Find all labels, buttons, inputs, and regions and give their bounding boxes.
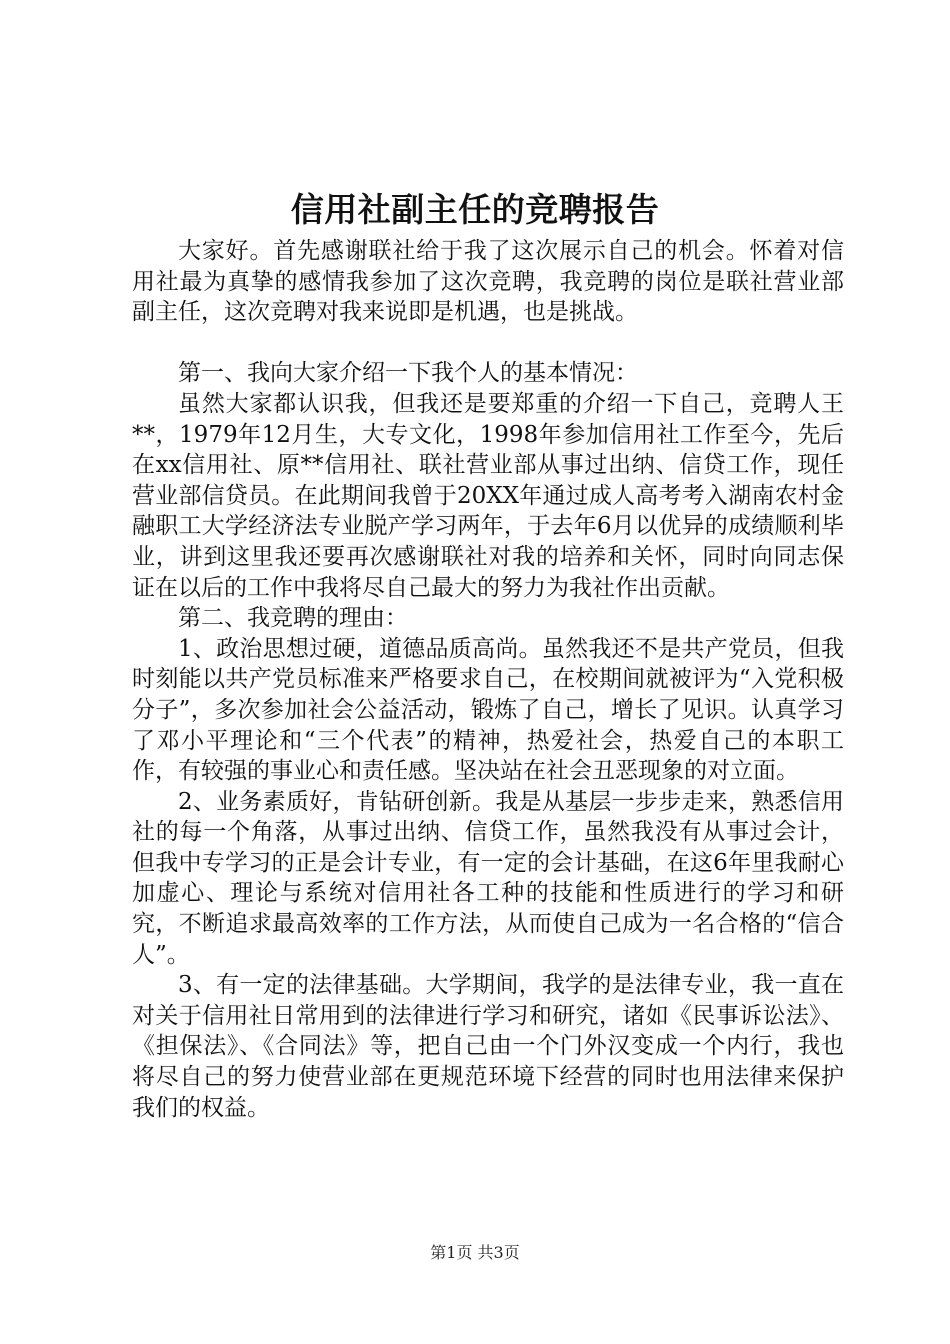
- paragraph-greeting: 大家好。首先感谢联社给于我了这次展示自己的机会。怀着对信用社最为真挚的感情我参加了这次竞聘，我竞聘的岗位是联社营业部副主任，这次竞聘对我来说即是机遇，也是挑战。: [132, 238, 844, 326]
- paragraph-reason-3: 3、有一定的法律基础。大学期间，我学的是法律专业，我一直在对关于信用社日常用到的法律进行学习和研究，诸如《民事诉讼法》、《担保法》、《合同法》等，把自己由一个门外汉变成一个内行，我也将尽自己的努力使营业部在更规范环境下经营的同时也用法律来保护我们的权益。: [132, 972, 844, 1121]
- paragraph-section-1-heading: 第一、我向大家介绍一下我个人的基本情况：: [178, 360, 638, 387]
- paragraph-reason-1: 1、政治思想过硬，道德品质高尚。虽然我还不是共产党员，但我时刻能以共产党员标准来严格要求自己，在校期间就被评为“入党积极分子”，多次参加社会公益活动，锻炼了自己，增长了见识。认真学习了邓小平理论和“三个代表”的精神，热爱社会，热爱自己的本职工作，有较强的事业心和责任感。坚决站在社会丑恶现象的对立面。: [132, 635, 844, 785]
- paragraph-section-2-heading: 第二、我竞聘的理由：: [178, 605, 408, 632]
- page-number-footer: 第1页 共3页: [430, 1243, 520, 1262]
- document-title: 信用社副主任的竞聘报告: [290, 190, 660, 229]
- paragraph-reason-2: 2、业务素质好，肯钻研创新。我是从基层一步步走来，熟悉信用社的每一个角落，从事过出纳、信贷工作，虽然我没有从事过会计，但我中专学习的正是会计专业，有一定的会计基础，在这6年里我耐心加虚心、理论与系统对信用社各工种的技能和性质进行的学习和研究，不断追求最高效率的工作方法，从而使自己成为一名合格的“信合人”。: [132, 788, 844, 968]
- paragraph-personal-info: 虽然大家都认识我，但我还是要郑重的介绍一下自己，竞聘人王**，1979年12月生，大专文化，1998年参加信用社工作至今，先后在xx信用社、原**信用社、联社营业部从事过出纳、信贷工作，现任营业部信贷员。在此期间我曾于20XX年通过成人高考考入湖南农村金融职工大学经济法专业脱产学习两年，于去年6月以优异的成绩顺利毕业，讲到这里我还要再次感谢联社对我的培养和关怀，同时向同志保证在以后的工作中我将尽自己最大的努力为我社作出贡献。: [132, 390, 844, 601]
- document-body: [132, 236, 844, 1123]
